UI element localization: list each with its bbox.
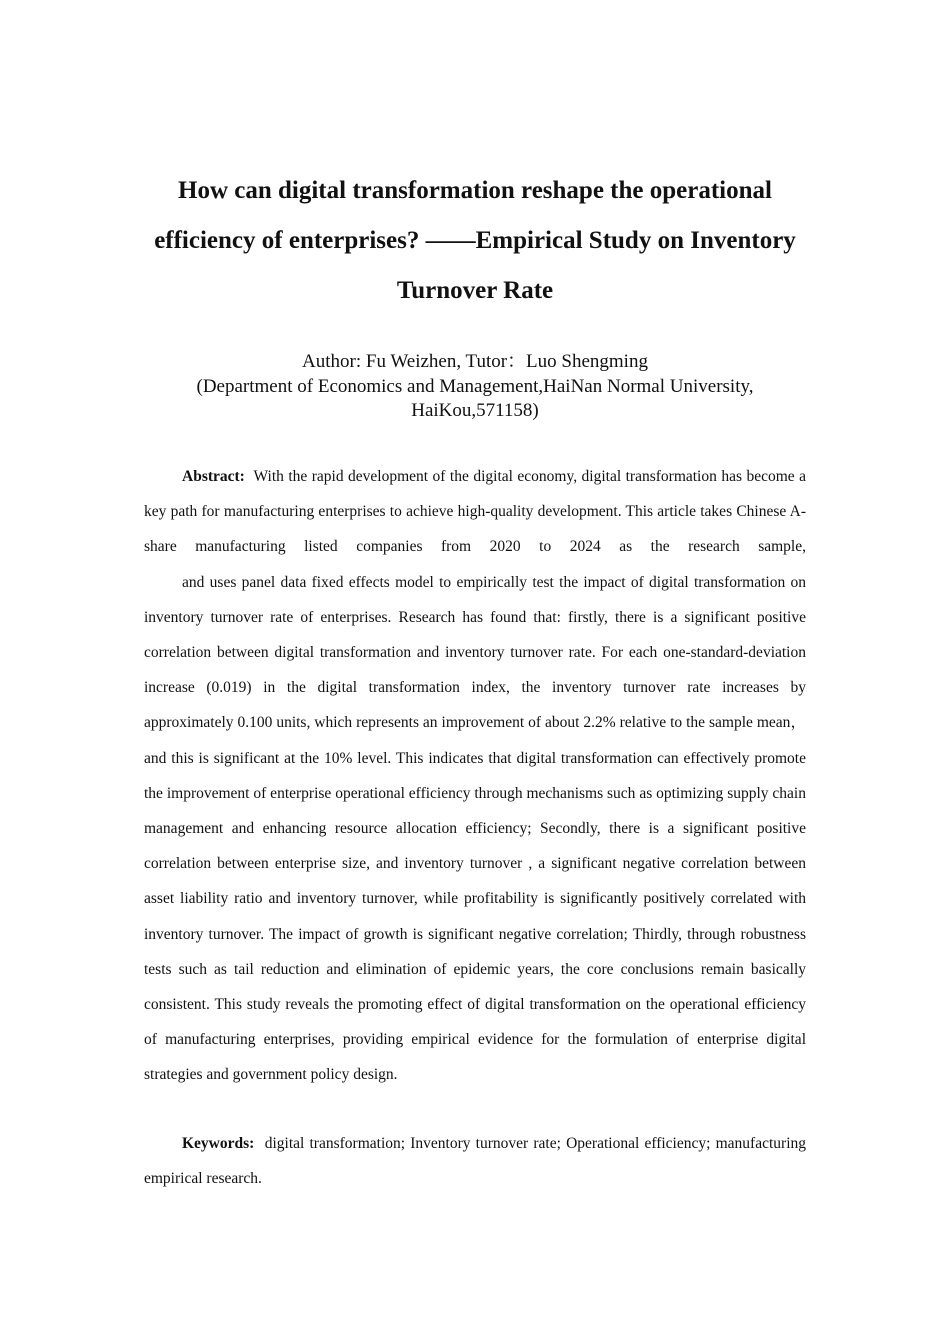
abstract-section <box>144 459 806 1093</box>
abstract-label: Abstract: <box>182 468 245 485</box>
author-block <box>140 350 810 424</box>
abstract-text-1: With the rapid development of the digital economy, digital transformation has become a key path for manufacturing enterprises to achieve high-quality development. This article takes Chinese A-share manufacturing listed companies from 2020 to 2024 as the research sample, <box>144 468 806 556</box>
abstract-paragraph-1 <box>144 459 806 565</box>
keywords-text: digital transformation; Inventory turnover rate; Operational efficiency; manufacturing empirical research. <box>144 1135 806 1188</box>
affiliation-line-1: (Department of Economics and Management,HaiNan Normal University, <box>196 375 754 397</box>
affiliation-line-2: HaiKou,571158) <box>411 400 539 421</box>
keywords-section <box>144 1126 806 1196</box>
keywords-label: Keywords: <box>182 1135 255 1152</box>
paper-title: How can digital transformation reshape the operational efficiency of enterprises? ——Empirical Study on Inventory Turnover Rate <box>154 177 796 304</box>
author-line: Author: Fu Weizhen, Tutor：Luo Shengming <box>302 351 648 372</box>
abstract-paragraph-2: and uses panel data fixed effects model to empirically test the impact of digital transformation on inventory turnover rate of enterprises. Research has found that: firstly, there is a significant positive correlation between digital transformation and inventory turnover rate. For each one-standard-deviation increase (0.019) in the digital transformation index, the inventory turnover rate increases by approximately 0.100 units, which represents an improvement of about 2.2% relative to the sample mean， and this is significant at the 10% level. This indicates that digital transformation can effectively promote the improvement of enterprise operational efficiency through mechanisms such as optimizing supply chain management and enhancing resource allocation efficiency; Secondly, there is a significant positive correlation between enterprise size, and inventory turnover , a significant negative correlation between asset liability ratio and inventory turnover, while profitability is significantly positively correlated with inventory turnover. The impact of growth is significant negative correlation; Thirdly, through robustness tests such as tail reduction and elimination of epidemic years, the core conclusions remain basically consistent. This study reveals the promoting effect of digital transformation on the operational efficiency of manufacturing enterprises, providing empirical evidence for the formulation of enterprise digital strategies and government policy design. <box>144 573 806 1084</box>
